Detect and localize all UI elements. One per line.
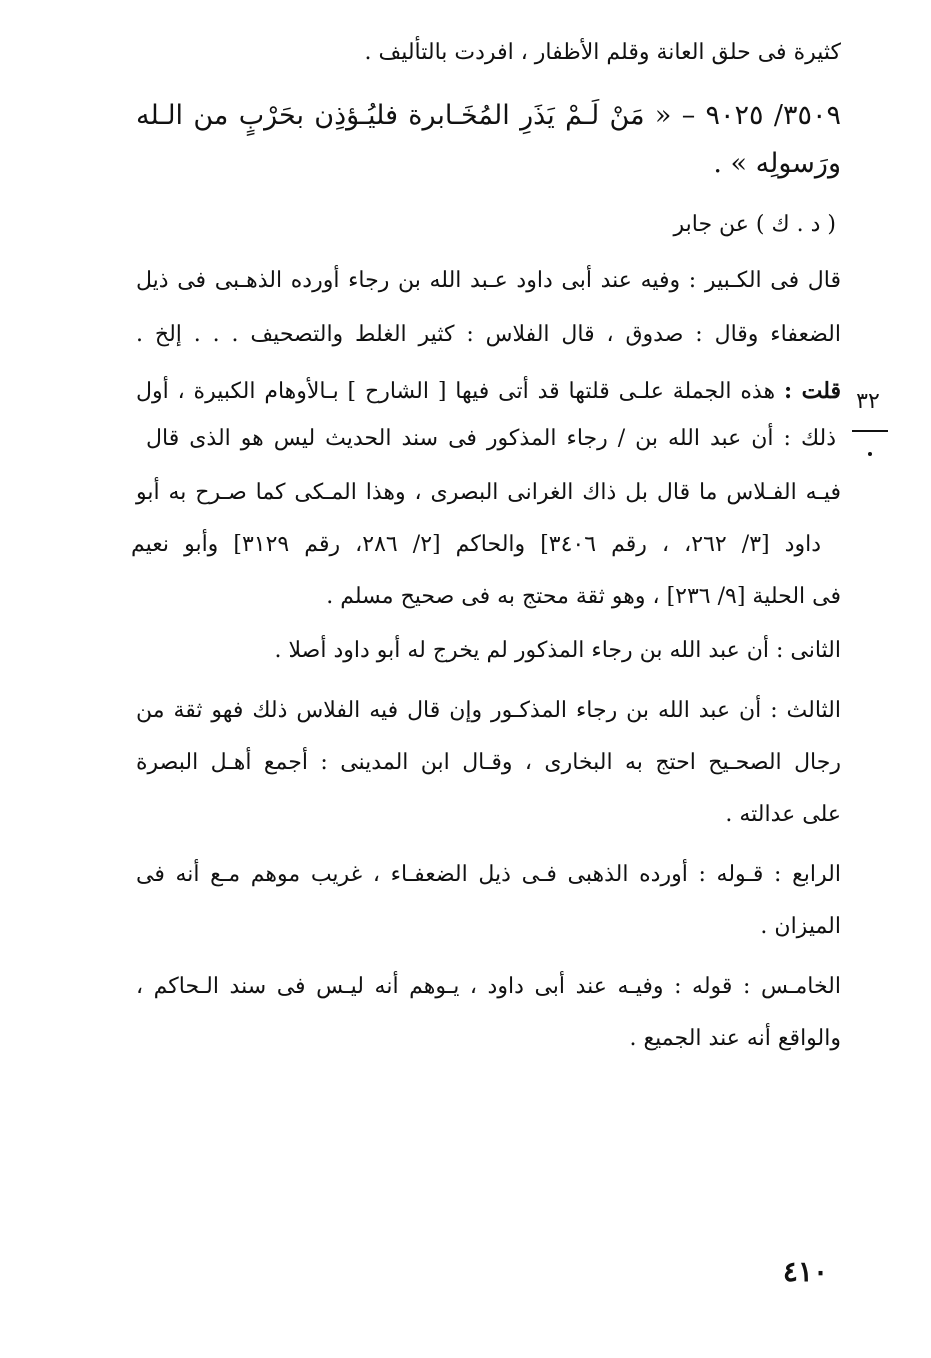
text-line-18: الخامـس : قوله : وفيـه عند أبى داود ، يـوهم أنه ليـس فى سند الـحاكم ، [136, 974, 841, 999]
text-line-6: الضعفاء وقال : صدوق ، قال الفلاس : كثير الغلط والتصحيف . . . إلخ . [136, 322, 841, 347]
hadith-line-1: ٣٥٠٩/ ٩٠٢٥ – « مَنْ لَـمْ يَذَرِ المُخَـابرة فليُـؤذِن بحَرْبٍ من الـله [136, 100, 841, 131]
margin-rule [852, 430, 888, 432]
page-number: ٤١٠ [782, 1255, 828, 1288]
margin-page-reference: ٣٢ [856, 389, 880, 414]
hadith-line-2: ورَسولِه » . [713, 148, 841, 179]
text-line-7 [136, 376, 841, 407]
hadith-source: ( د . ك ) عن جابر [673, 212, 836, 237]
text-line-12: الثانى : أن عبد الله بن رجاء المذكور لم يخرج له أبو داود أصلا . [274, 638, 841, 663]
text-line-11: فى الحلية [٩/ ٢٣٦] ، وهو ثقة محتج به فى صحيح مسلم . [326, 584, 841, 609]
text-line-8: ذلك : أن عبد الله بن / رجاء المذكور فى سند الحديث ليس هو الذى قال [146, 426, 836, 451]
text-line-10: داود [٣/ ٢٦٢، ، رقم ٣٤٠٦] والحاكم [٢/ ٢٨٦، رقم ٣١٢٩] وأبو نعيم [131, 532, 822, 557]
text-line-1: كثيرة فى حلق العانة وقلم الأظفار ، افردت بالتأليف . [364, 40, 841, 65]
text-line-15: على عدالته . [725, 802, 841, 827]
margin-dot [868, 452, 872, 456]
text-line-13: الثالث : أن عبد الله بن رجاء المذكـور وإن قال فيه الفلاس ذلك فهو ثقة من [136, 698, 841, 723]
text-line-17: الميزان . [760, 914, 841, 939]
text-line-16: الرابع : قـوله : أورده الذهبى فـى ذيل الضعفـاء ، غريب موهم مـع أنه فى [136, 862, 841, 887]
text-line-5: قال فى الكـبير : وفيه عند أبى داود عـبد الله بن رجاء أورده الذهـبى فى ذيل [136, 268, 841, 293]
text-line-14: رجال الصحـيح احتج به البخارى ، وقـال ابن المدينى : أجمع أهـل البصرة [136, 750, 841, 775]
text-line-7-body: هذه الجملة علـى قلتها قد أتى فيها [ الشارح ] بـالأوهام الكبيرة ، أول [136, 379, 776, 404]
qultu-heading: قلت : [783, 378, 842, 404]
text-line-19: والواقع أنه عند الجميع . [629, 1026, 841, 1051]
text-line-9: فيـه الفـلاس ما قال بل ذاك الغرانى البصرى ، وهذا المـكى كما صـرح به أبو [136, 480, 841, 505]
